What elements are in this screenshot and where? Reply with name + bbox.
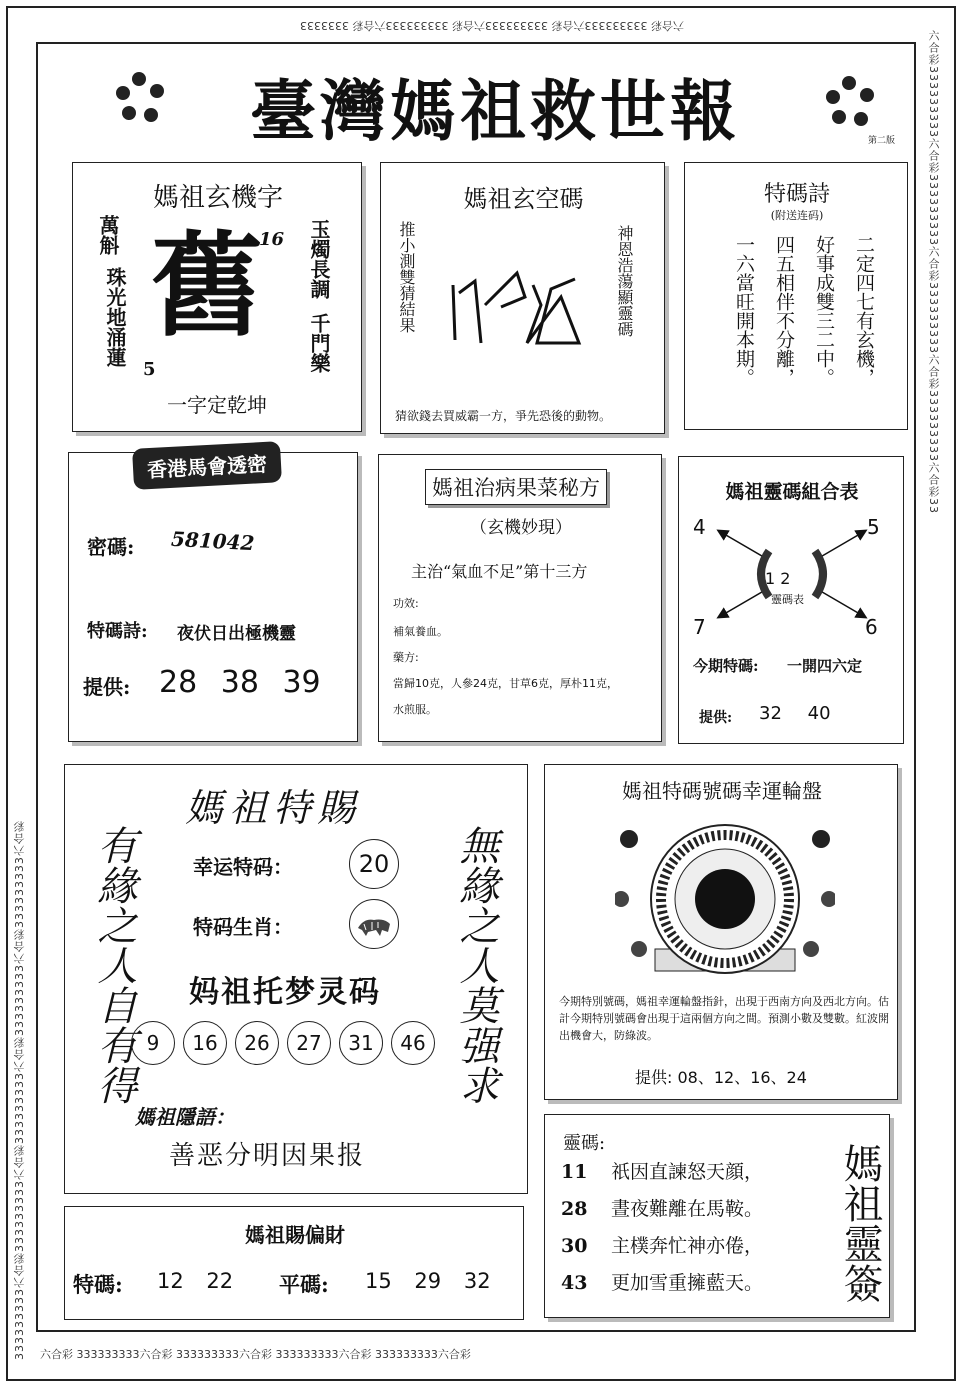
number-item: 15 bbox=[365, 1269, 392, 1293]
panel-title: 特碼詩 bbox=[763, 182, 830, 207]
scribble-glyph bbox=[441, 245, 601, 355]
provide-numbers bbox=[159, 665, 321, 700]
number-item: 38 bbox=[220, 665, 259, 700]
number-item: 26 bbox=[235, 1021, 279, 1065]
te-label: 特碼: bbox=[73, 1272, 123, 1297]
side-title: 媽祖靈簽 bbox=[837, 1143, 883, 1303]
panel-title: 媽祖玄空碼 bbox=[463, 185, 584, 213]
corner-number: 6 bbox=[865, 615, 878, 639]
verse-list bbox=[561, 1157, 763, 1305]
banner: 香港馬會透密 bbox=[132, 441, 282, 490]
panel-hk-jockey bbox=[68, 452, 358, 742]
description: 今期特別號碼，媽祖幸運輪盤指針，出現于西南方向及西北方向。估計今期特別號碼會出現于這兩個方向之間。預測小數及雙數。紅波開出機會大，防綠波。 bbox=[559, 995, 889, 1042]
panel-mazu-teci bbox=[64, 764, 528, 1194]
edition-label: 第二版 bbox=[868, 136, 896, 146]
panel-subtitle: （玄機妙現） bbox=[470, 518, 572, 538]
lucky-number: 20 bbox=[349, 839, 399, 889]
poem-line-3: 四五相伴不分離， bbox=[773, 235, 795, 387]
verse-left-1: 萬斛 bbox=[96, 215, 120, 255]
row-text: 主樸奔忙神亦倦， bbox=[611, 1235, 764, 1257]
recipe-heading: 主治“氣血不足”第十三方 bbox=[411, 562, 588, 581]
today-label: 今期特碼: bbox=[693, 657, 759, 675]
caption: 猜欲錢去買威霸一方，爭先恐後的動物。 bbox=[395, 409, 612, 423]
panel-xuanji-zi bbox=[72, 162, 362, 432]
recipe-line: 功效: bbox=[393, 597, 419, 610]
calligraphy-left: 有緣之人自有得 bbox=[91, 825, 137, 1105]
flower-ornament-left bbox=[110, 70, 180, 130]
verse-right: 神恩浩蕩顯靈碼 bbox=[615, 225, 634, 337]
provide-numbers bbox=[759, 703, 831, 724]
hint-text: 善恶分明因果报 bbox=[169, 1141, 366, 1171]
list-item bbox=[561, 1194, 763, 1231]
row-number: 43 bbox=[561, 1272, 588, 1294]
list-item bbox=[561, 1157, 763, 1194]
number-item: 32 bbox=[759, 703, 782, 724]
border-top-text: 六合彩 333333333六合彩 333333333六合彩 333333333六合彩 3333333 bbox=[300, 19, 684, 32]
code-value: 581042 bbox=[170, 526, 256, 556]
te-numbers bbox=[157, 1269, 233, 1293]
row-number: 11 bbox=[561, 1161, 588, 1183]
recipe-line: 當歸10克，人參24克，甘草6克，厚朴11克， bbox=[393, 677, 618, 690]
row-number: 30 bbox=[561, 1235, 588, 1257]
panel-title: 媽祖治病果菜秘方 bbox=[425, 469, 607, 505]
poem-label: 特碼詩: bbox=[87, 621, 148, 642]
number-item: 9 bbox=[131, 1021, 175, 1065]
number-item: 12 bbox=[157, 1269, 184, 1293]
center-numbers: 1 2 bbox=[765, 569, 791, 588]
number-item: 27 bbox=[287, 1021, 331, 1065]
recipe-line: 藥方: bbox=[393, 651, 419, 664]
row-number: 28 bbox=[561, 1198, 588, 1220]
page-title: 臺灣媽祖救世報 bbox=[250, 73, 740, 150]
code-label: 密碼: bbox=[87, 535, 135, 559]
tiger-icon bbox=[349, 899, 399, 949]
verse-right-1: 玉燭長調 bbox=[307, 219, 331, 299]
number-top: 16 bbox=[259, 229, 285, 250]
list-item bbox=[561, 1231, 763, 1268]
panel-subtitle: (附送连码) bbox=[770, 209, 824, 222]
border-bottom-text: 六合彩 333333333六合彩 333333333六合彩 333333333六合彩 333333333六合彩 bbox=[40, 1348, 471, 1361]
corner-number: 7 bbox=[693, 615, 706, 639]
row-text: 祇因直諫怒天顔， bbox=[611, 1161, 764, 1183]
panel-recipe bbox=[378, 454, 662, 742]
center-label: 靈碼表 bbox=[771, 593, 804, 606]
panel-roulette bbox=[544, 764, 898, 1100]
border-right-text: 六合彩333333333六合彩333333333六合彩333333333六合彩333333333六合彩33 bbox=[927, 30, 940, 514]
recipe-line: 補氣養血。 bbox=[393, 625, 448, 638]
ping-numbers bbox=[365, 1269, 491, 1293]
zodiac-label: 特码生肖： bbox=[193, 915, 293, 939]
provide-label: 提供: bbox=[83, 675, 131, 699]
poem-value: 夜伏日出極機靈 bbox=[177, 624, 296, 644]
dream-numbers bbox=[131, 1021, 435, 1065]
panel-ling-ma bbox=[544, 1114, 890, 1318]
number-left: 5 bbox=[143, 359, 156, 380]
dream-title: 妈祖托梦灵码 bbox=[189, 975, 381, 1010]
roulette-wheel bbox=[615, 809, 835, 979]
panel-pian-cai bbox=[64, 1206, 524, 1320]
panel-combo-table bbox=[678, 456, 904, 744]
calligraphy-right: 無緣之人莫强求 bbox=[453, 825, 499, 1105]
verse-right-2: 千門樂 bbox=[307, 313, 331, 373]
verse-left: 推小測雙猜結果 bbox=[397, 221, 416, 333]
panel-title: 媽祖特碼號碼幸運輪盤 bbox=[622, 779, 822, 803]
number-item: 32 bbox=[463, 1269, 491, 1293]
list-item bbox=[561, 1268, 763, 1305]
corner-number: 4 bbox=[693, 515, 706, 539]
hint-label: 媽祖隱語： bbox=[135, 1105, 235, 1129]
panel-xuankong-ma bbox=[380, 162, 665, 434]
number-item: 31 bbox=[339, 1021, 383, 1065]
row-text: 晝夜難離在馬鞍。 bbox=[611, 1198, 764, 1220]
row-text: 更加雪重擁藍天。 bbox=[611, 1272, 764, 1294]
number-item: 46 bbox=[391, 1021, 435, 1065]
panel-title: 媽祖賜偏財 bbox=[245, 1223, 345, 1247]
provide-label: 提供: bbox=[699, 710, 733, 726]
big-character: 舊 bbox=[151, 221, 263, 352]
verse-left-2: 珠光地涌蓮 bbox=[103, 267, 127, 367]
recipe-line: 水煎服。 bbox=[393, 703, 437, 716]
lucky-label: 幸运特码： bbox=[193, 855, 293, 879]
arrows-diagram bbox=[709, 523, 875, 627]
panel-tema-shi bbox=[684, 162, 908, 430]
panel-title: 媽祖特賜 bbox=[185, 786, 362, 830]
number-item: 40 bbox=[807, 703, 831, 724]
panel-title: 媽祖玄機字 bbox=[152, 183, 283, 213]
poem-line-1: 二定四七有玄機， bbox=[853, 235, 875, 387]
number-item: 22 bbox=[206, 1269, 234, 1293]
flower-ornament-right bbox=[820, 74, 890, 134]
caption: 一字定乾坤 bbox=[167, 393, 267, 417]
poem-line-2: 好事成雙三二中。 bbox=[813, 235, 835, 387]
number-item: 29 bbox=[414, 1269, 442, 1293]
corner-number: 5 bbox=[867, 515, 880, 539]
number-item: 16 bbox=[183, 1021, 227, 1065]
border-left-text: 333333333六合彩333333333六合彩333333333六合彩333333333六合彩333333333六合彩 bbox=[13, 820, 26, 1360]
panel-title: 靈碼: bbox=[563, 1133, 606, 1154]
panel-title: 媽祖靈碼組合表 bbox=[725, 481, 859, 503]
number-item: 28 bbox=[159, 665, 198, 700]
number-item: 39 bbox=[282, 665, 321, 700]
ping-label: 平碼: bbox=[279, 1272, 329, 1297]
poem-line-4: 一六當旺開本期。 bbox=[733, 235, 755, 387]
today-value: 一開四六定 bbox=[787, 657, 863, 675]
provide-line: 提供: 08、12、16、24 bbox=[635, 1068, 807, 1087]
